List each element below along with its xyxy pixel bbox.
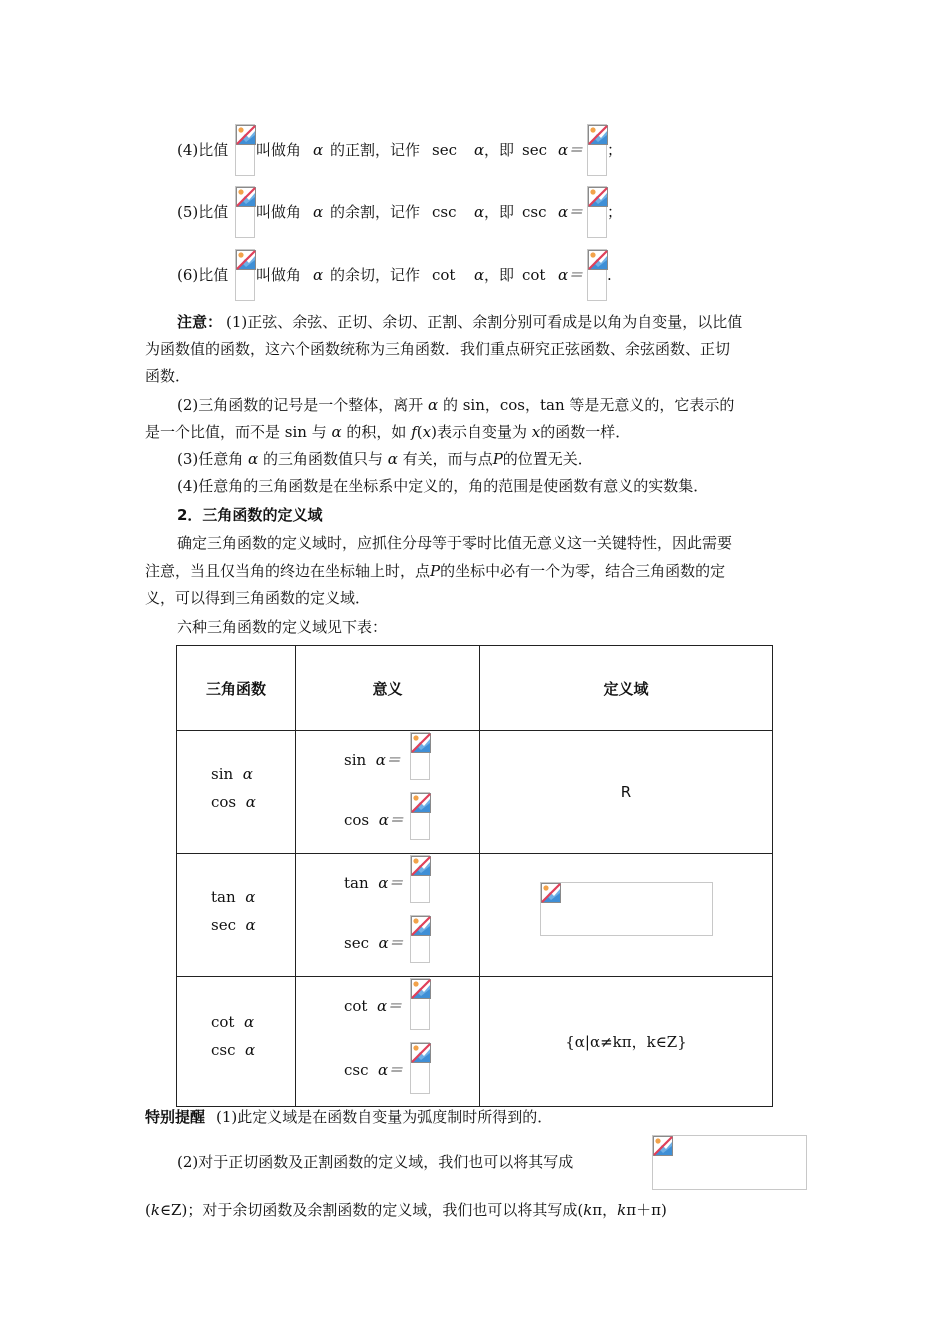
def-text: ，即	[484, 266, 515, 284]
section-heading: 2．三角函数的定义域	[177, 506, 323, 524]
image-placeholder	[410, 732, 430, 780]
alpha-symbol: α	[474, 141, 485, 159]
image-placeholder	[652, 1135, 807, 1190]
broken-image-icon	[236, 187, 256, 207]
def-text: 的余切，记作	[330, 266, 421, 284]
note-text: (1)正弦、余弦、正切、余切、正割、余割分别可看成是以角为自变量，以比值	[226, 313, 743, 331]
domain-table	[176, 645, 773, 1107]
meaning-cell	[296, 977, 480, 1107]
note-text: 函数．	[145, 367, 191, 385]
def-text: 叫做角	[256, 266, 302, 284]
equals: α＝	[558, 141, 584, 159]
note-item-2-line1: (2)三角函数的记号是一个整体，离开 α 的 sin，cos，tan 等是无意义的，它表示的	[177, 396, 735, 414]
image-placeholder	[587, 249, 607, 301]
broken-image-icon	[588, 187, 608, 207]
broken-image-icon	[236, 250, 256, 270]
note-item-4: (4)任意角的三角函数是在坐标系中定义的，角的范围是使函数有意义的实数集．	[177, 477, 709, 495]
fn-name: csc	[432, 203, 457, 221]
header-cell: 意义	[296, 646, 480, 731]
fn-label: sec α	[211, 916, 256, 934]
alpha-symbol: α	[313, 203, 324, 221]
note-item-2-line2: 是一个比值，而不是 sin 与 α 的积，如 f(x)表示自变量为 x的函数一样．	[145, 423, 631, 441]
fn-label: cos α	[211, 793, 256, 811]
section-text: 义，可以得到三角函数的定义域．	[145, 589, 371, 607]
table-header-row	[177, 646, 773, 731]
header-cell: 三角函数	[177, 646, 296, 731]
fn-name: cot	[522, 266, 546, 284]
broken-image-icon	[411, 733, 431, 753]
fn-label: csc α	[211, 1041, 256, 1059]
fn-cell	[177, 977, 296, 1107]
def-text: 叫做角	[256, 203, 302, 221]
section-text: 确定三角函数的定义域时，应抓住分母等于零时比值无意义这一关键特性，因此需要	[177, 534, 733, 552]
broken-image-icon	[411, 916, 431, 936]
def-label: (5)比值	[177, 203, 229, 221]
fn-name: cot	[432, 266, 456, 284]
domain-cell: R	[480, 731, 773, 854]
note-text: 为函数值的函数，这六个函数统称为三角函数．我们重点研究正弦函数、余弦函数、正切	[145, 340, 731, 358]
fn-name: sec	[432, 141, 457, 159]
table-row	[177, 731, 773, 854]
fn-cell	[177, 731, 296, 854]
alpha-symbol: α	[387, 450, 398, 468]
meaning-eq: cos α＝	[344, 811, 404, 829]
domain-cell	[480, 854, 773, 977]
meaning-eq: csc α＝	[344, 1061, 404, 1079]
table-row	[177, 854, 773, 977]
meaning-eq: tan α＝	[344, 874, 404, 892]
image-placeholder	[410, 1042, 430, 1094]
broken-image-icon	[411, 793, 431, 813]
image-placeholder	[587, 124, 607, 176]
broken-image-icon	[236, 125, 256, 145]
fn-label: cot α	[211, 1013, 255, 1031]
def-text: 叫做角	[256, 141, 302, 159]
image-placeholder	[235, 124, 255, 176]
def-end: ；	[607, 203, 623, 221]
image-placeholder	[235, 249, 255, 301]
def-label: (4)比值	[177, 141, 229, 159]
note-item-3: (3)任意角 α 的三角函数值只与 α 有关，而与点P的位置无关．	[177, 450, 593, 468]
def-text: ，即	[484, 203, 515, 221]
def-text: ，即	[484, 141, 515, 159]
alpha-symbol: α	[428, 396, 439, 414]
fn-label: sin α	[211, 765, 253, 783]
image-placeholder	[587, 186, 607, 238]
meaning-eq: sin α＝	[344, 751, 401, 769]
broken-image-icon	[411, 856, 431, 876]
meaning-cell	[296, 731, 480, 854]
reminder-text: (2)对于正切函数及正割函数的定义域，我们也可以将其写成	[177, 1153, 574, 1171]
image-placeholder	[410, 978, 430, 1030]
table-row	[177, 977, 773, 1107]
equals: α＝	[558, 203, 584, 221]
alpha-symbol: α	[313, 266, 324, 284]
alpha-symbol: α	[474, 266, 485, 284]
reminder-text: (k∈Z)；对于余切函数及余割函数的定义域，我们也可以将其写成(kπ，kπ＋π)	[145, 1201, 667, 1219]
meaning-cell	[296, 854, 480, 977]
broken-image-icon	[588, 125, 608, 145]
def-label: (6)比值	[177, 266, 229, 284]
broken-image-icon	[411, 1043, 431, 1063]
equals: α＝	[558, 266, 584, 284]
image-placeholder	[235, 186, 255, 238]
broken-image-icon	[588, 250, 608, 270]
section-text: 注意，当且仅当角的终边在坐标轴上时，点P的坐标中必有一个为零，结合三角函数的定	[145, 562, 726, 580]
image-placeholder	[410, 915, 430, 963]
reminder-text: (1)此定义域是在函数自变量为弧度制时所得到的．	[216, 1108, 553, 1126]
broken-image-icon	[653, 1136, 673, 1156]
def-text: 的余割，记作	[330, 203, 421, 221]
def-end: ；	[607, 141, 623, 159]
note-title: 注意：	[177, 313, 223, 331]
alpha-symbol: α	[313, 141, 324, 159]
def-end: .	[607, 266, 612, 284]
alpha-symbol: α	[331, 423, 342, 441]
meaning-eq: sec α＝	[344, 934, 404, 952]
image-placeholder	[540, 882, 713, 936]
image-placeholder	[410, 792, 430, 840]
def-text: 的正割，记作	[330, 141, 421, 159]
reminder-title: 特别提醒	[145, 1108, 206, 1126]
fn-cell	[177, 854, 296, 977]
image-placeholder	[410, 855, 430, 903]
alpha-symbol: α	[474, 203, 485, 221]
alpha-symbol: α	[248, 450, 259, 468]
header-cell: 定义域	[480, 646, 773, 731]
broken-image-icon	[411, 979, 431, 999]
fn-label: tan α	[211, 888, 256, 906]
broken-image-icon	[541, 883, 561, 903]
fn-name: sec	[522, 141, 547, 159]
fn-name: csc	[522, 203, 547, 221]
section-text: 六种三角函数的定义域见下表：	[177, 618, 388, 636]
meaning-eq: cot α＝	[344, 997, 403, 1015]
domain-cell: {α|α≠kπ，k∈Z}	[480, 977, 773, 1107]
